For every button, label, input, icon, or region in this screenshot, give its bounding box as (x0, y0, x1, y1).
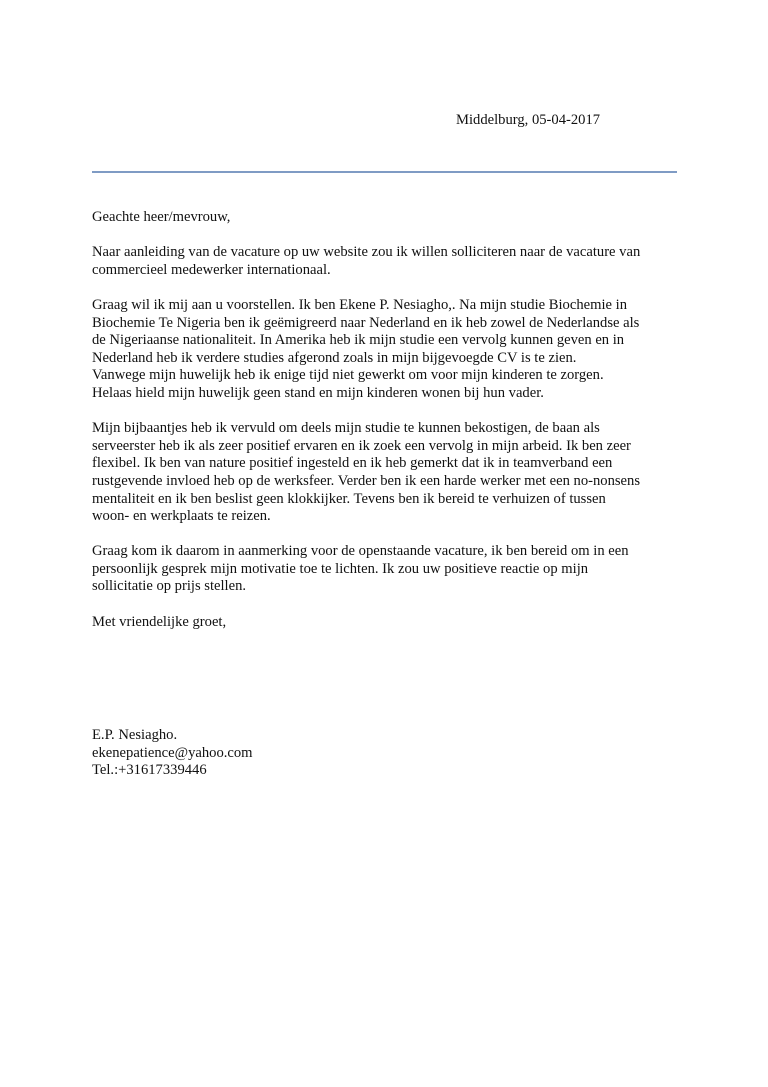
paragraph-background: Graag wil ik mij aan u voorstellen. Ik ben Ekene P. Nesiagho,. Na mijn studie Biochemie in Biochemie Te Nigeria ben ik geëmigreerd naar Nederland en ik heb zowel de Nederlandse als de Nigeriaanse nationaliteit. In Amerika heb ik mijn studie een vervolg kunnen geven en in Nederland heb ik verdere studies afgerond zoals in mijn bijgevoegde CV is te zien. Vanwege mijn huwelijk heb ik enige tijd niet gewerkt om voor mijn kinderen te zorgen. Helaas hield mijn huwelijk geen stand en mijn kinderen wonen bij hun vader. (92, 296, 640, 401)
signature-block (92, 727, 492, 780)
signature-phone: Tel.:+31617339446 (92, 762, 207, 779)
paragraph-request: Graag kom ik daarom in aanmerking voor de openstaande vacature, ik ben bereid om in een persoonlijk gesprek mijn motivatie toe te lichten. Ik zou uw positieve reactie op mijn sollicitatie op prijs stellen. (92, 543, 629, 595)
signature-name: E.P. Nesiagho. (92, 727, 178, 743)
paragraph-intro: Naar aanleiding van de vacature op uw website zou ik willen solliciteren naar de vacature van commercieel medewerker internationaal. (92, 244, 641, 278)
letter-body (92, 209, 684, 631)
salutation: Geachte heer/mevrouw, (92, 209, 231, 225)
closing: Met vriendelijke groet, (92, 613, 227, 630)
date-line: Middelburg, 05-04-2017 (456, 112, 601, 128)
signature-email: ekenepatience@yahoo.com (92, 744, 253, 761)
paragraph-experience: Mijn bijbaantjes heb ik vervuld om deels mijn studie te kunnen bekostigen, de baan als serveerster heb ik als zeer positief ervaren en ik zoek een vervolg in mijn arbeid. Ik ben zeer flexibel. Ik ben van nature positief ingesteld en ik heb gemerkt dat ik in teamverband een rustgevende invloed heb op de werksfeer. Verder ben ik een harde werker met een no-nonsens mentaliteit en ik ben beslist geen klokkijker. Tevens ben ik bereid te verhuizen of tussen woon- en werkplaats te reizen. (92, 420, 641, 525)
header-divider (92, 171, 677, 173)
